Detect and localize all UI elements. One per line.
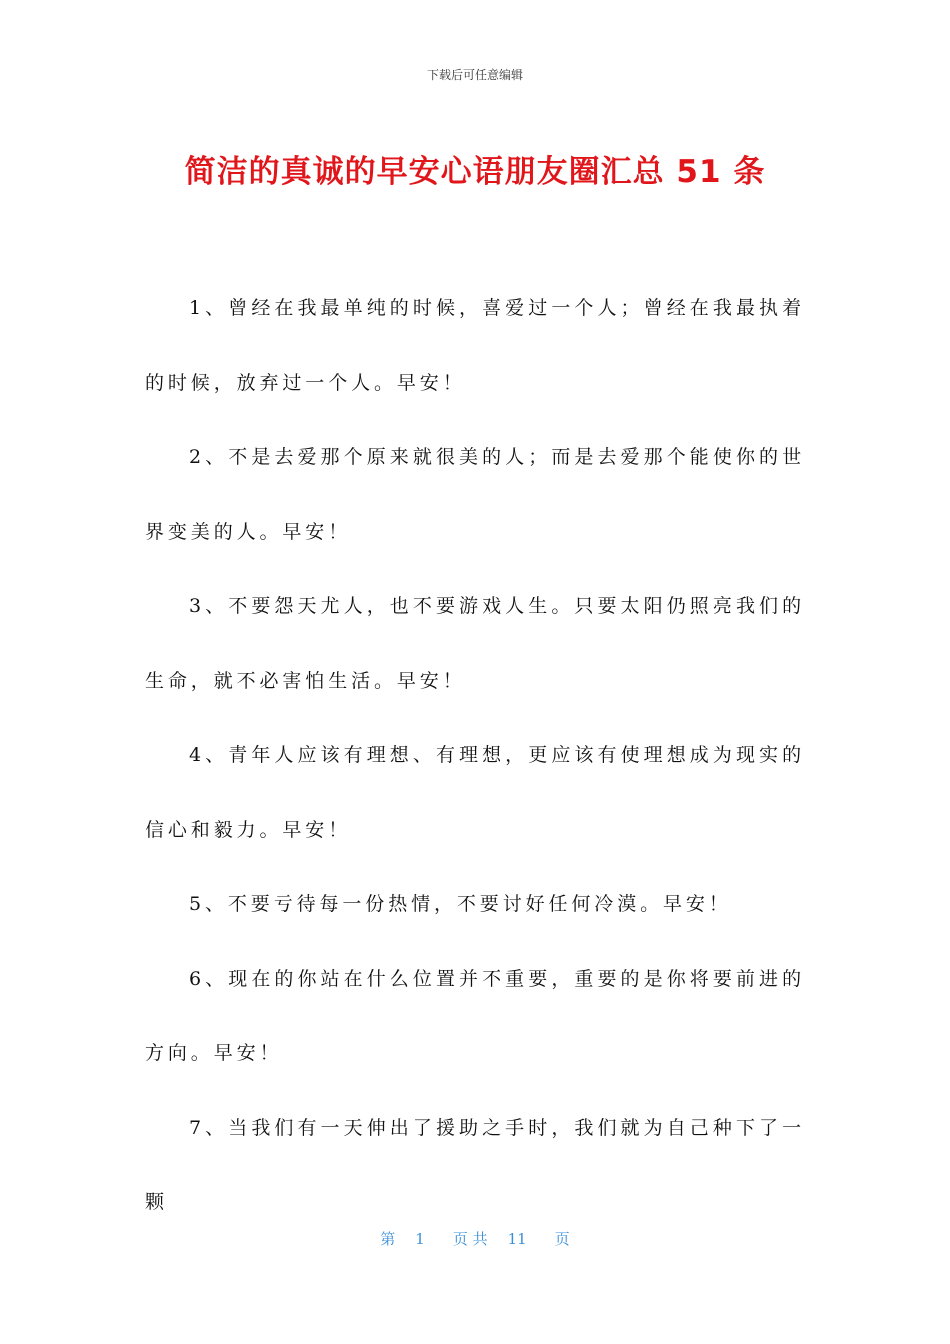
footer-total-pages: 11 [507,1230,527,1248]
document-body [145,271,805,1240]
footer-prefix: 第 [380,1230,396,1248]
paragraph-7: 7、当我们有一天伸出了援助之手时，我们就为自己种下了一颗 [145,1116,805,1213]
paragraph-5: 5、不要亏待每一份热情，不要讨好任何冷漠。早安！ [189,893,732,915]
paragraph-1: 1、曾经在我最单纯的时候，喜爱过一个人；曾经在我最执着的时候，放弃过一个人。早安！ [145,297,805,394]
header-note: 下载后可任意编辑 [426,68,523,82]
paragraph-3: 3、不要怨天尤人，也不要游戏人生。只要太阳仍照亮我们的生命，就不必害怕生活。早安！ [145,595,805,692]
footer-suffix: 页 [554,1230,570,1248]
footer-page-number: 1 [415,1230,425,1248]
document-title: 简洁的真诚的早安心语朋友圈汇总 51 条 [184,154,766,190]
footer-middle: 页 共 [452,1230,488,1248]
paragraph-6: 6、现在的你站在什么位置并不重要，重要的是你将要前进的方向。早安！ [145,967,805,1064]
paragraph-4: 4、青年人应该有理想、有理想，更应该有使理想成为现实的信心和毅力。早安！ [145,744,805,841]
page-footer [0,1228,950,1249]
paragraph-2: 2、不是去爱那个原来就很美的人；而是去爱那个能使你的世界变美的人。早安！ [145,446,805,543]
